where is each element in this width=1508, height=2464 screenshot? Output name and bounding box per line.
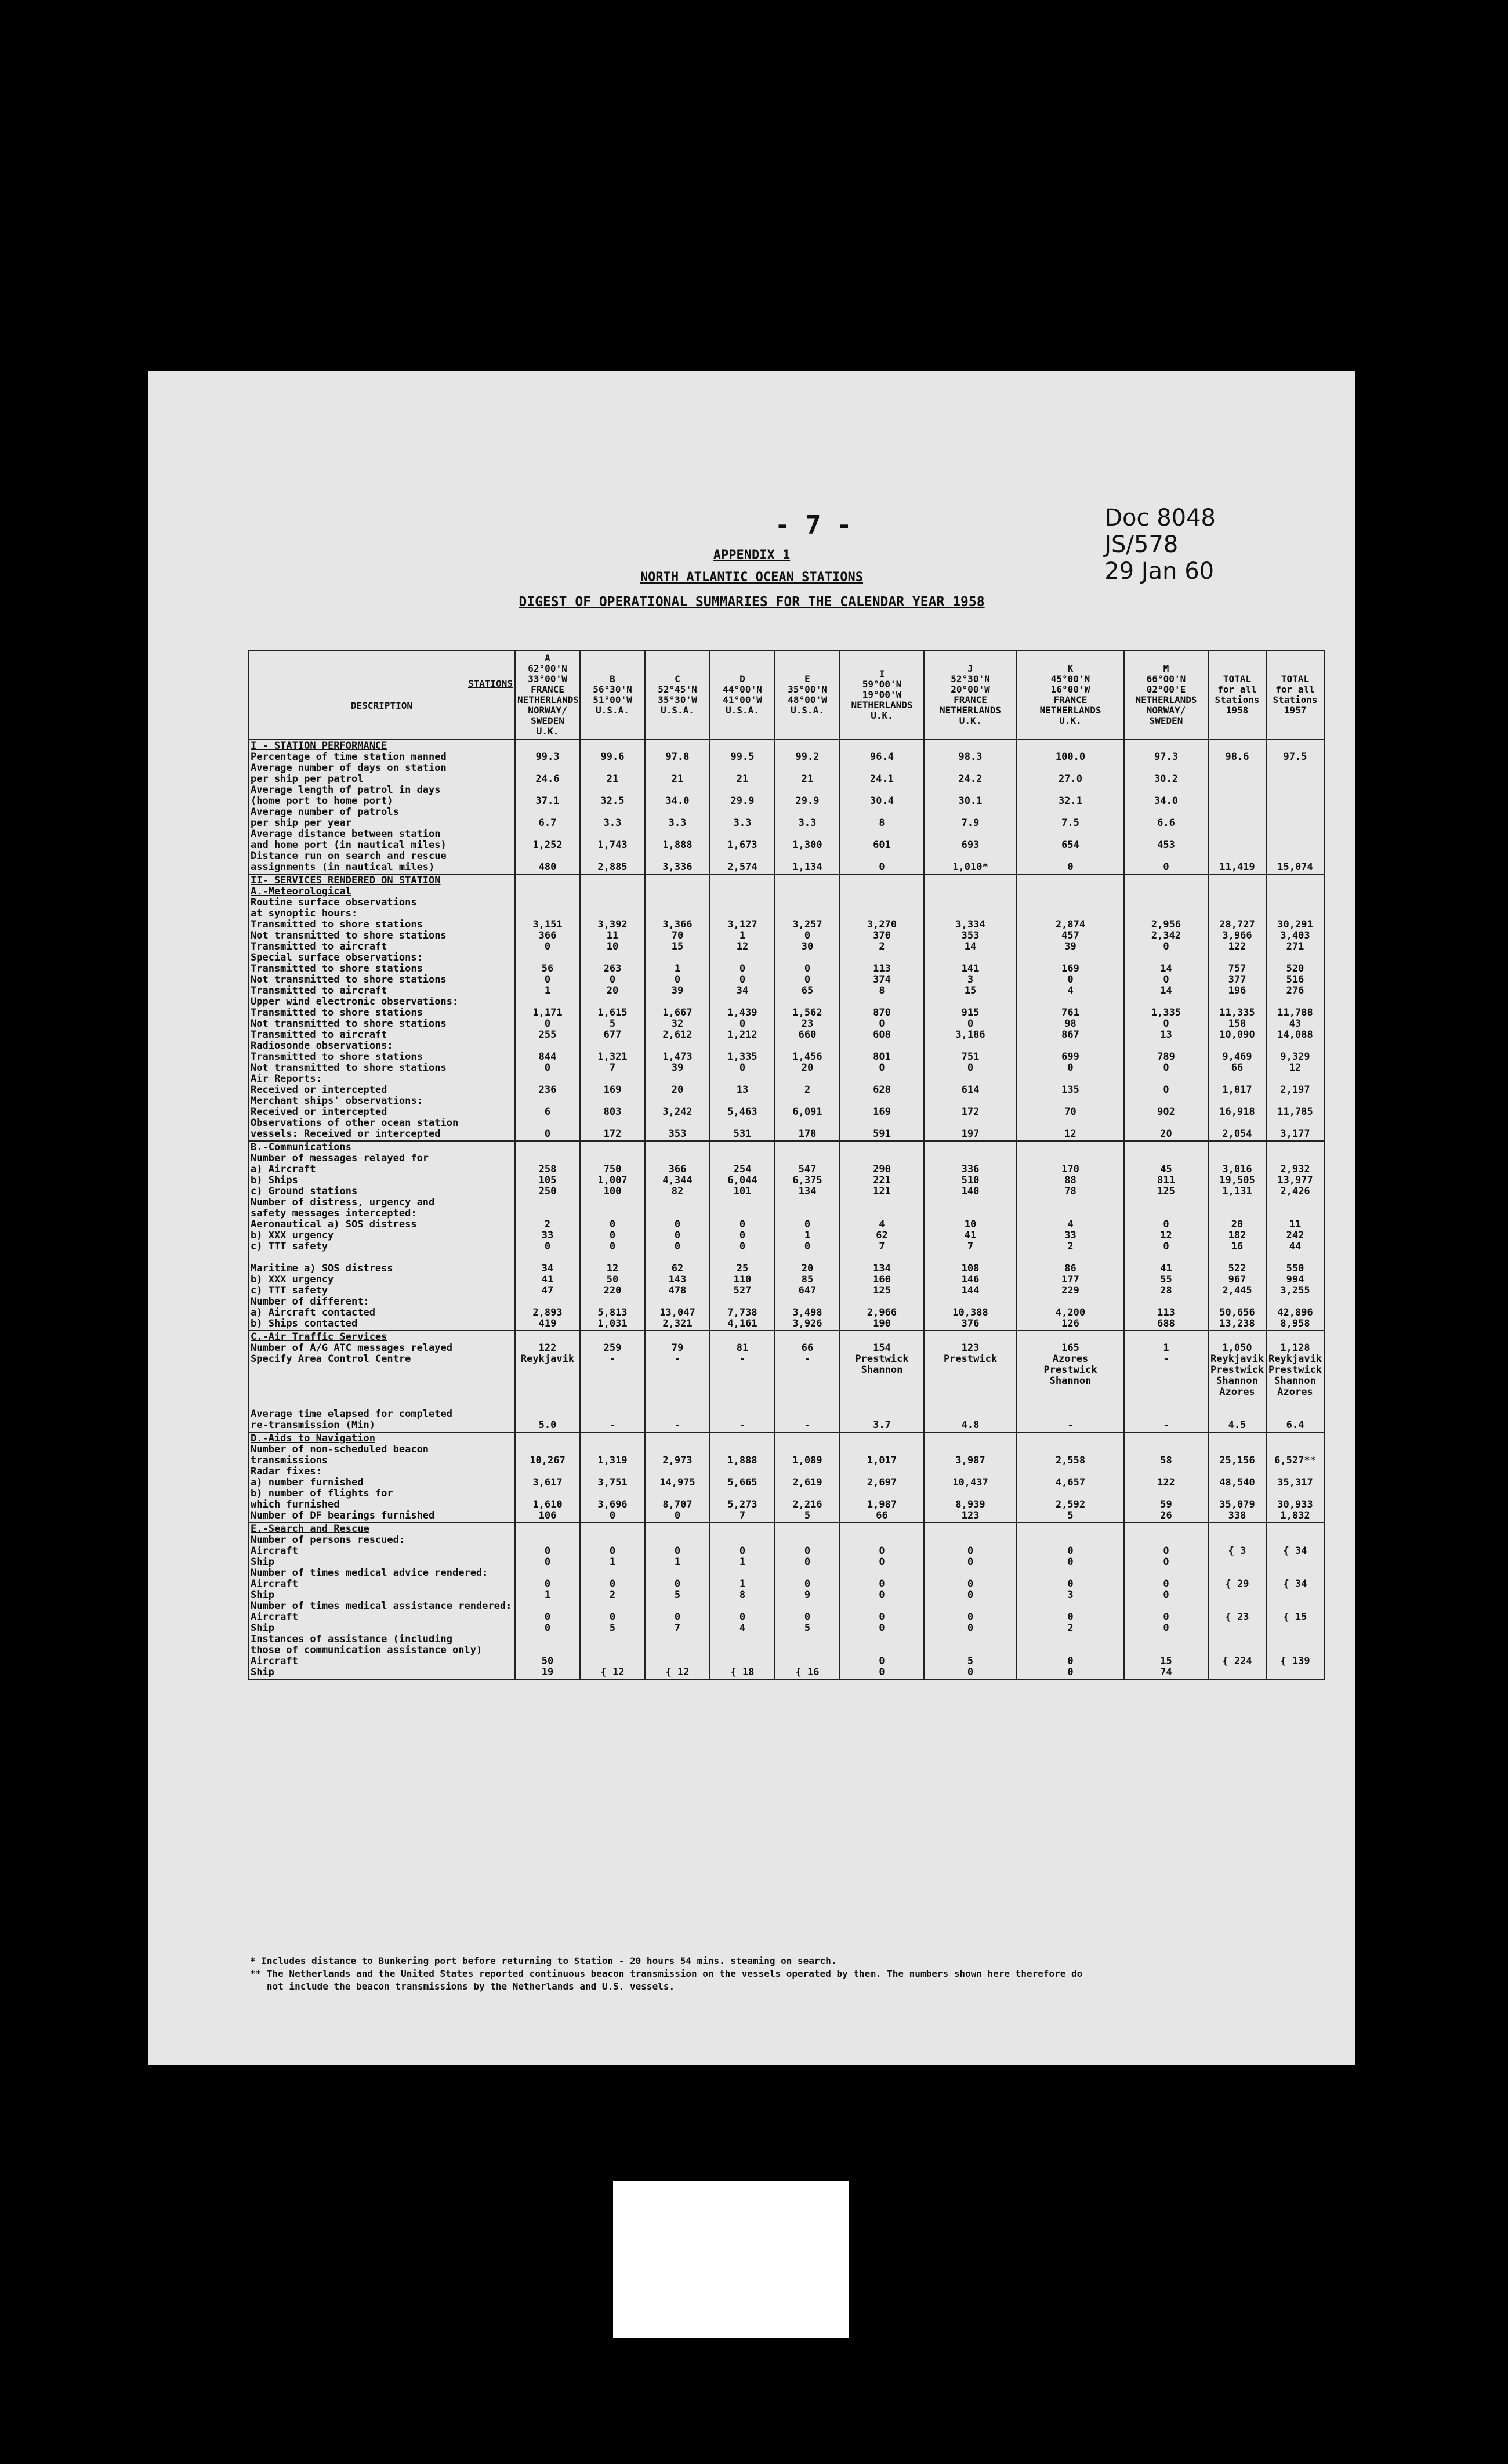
row-labels: Number of persons rescued: Aircraft Ship Number of times medical advice rendered: Aircraft Ship Number of times medical assistance rendered: Aircraft Ship Instances of assistance (including those of communication assistance only) Aircraft Ship (251, 1534, 512, 1678)
section-description (248, 740, 515, 874)
row-labels: Number of A/G ATC messages relayed Specify Area Control Centre Average time elapsed for completed re-transmission (Min) (251, 1342, 452, 1431)
cell-values: 123 Prestwick 4.8 (943, 1342, 998, 1431)
data-cell (645, 1432, 710, 1523)
doc-number: Doc 8048 (1104, 505, 1216, 531)
data-cell (580, 1523, 645, 1679)
cell-values: 2,932 13,977 2,426 11 242 44 550 994 3,255 42,896 8,958 (1277, 1164, 1313, 1329)
cell-values: 0 0 0 9 0 5 { 16 (795, 1545, 820, 1678)
data-cell (1208, 1523, 1266, 1679)
section-heading: D.-Aids to Navigation (251, 1433, 375, 1444)
station-header: B 56°30'N 51°00'W U.S.A. (580, 650, 645, 740)
station-header: A 62°00'N 33°00'W FRANCE NETHERLANDS NORWAY/ SWEDEN U.K. (515, 650, 580, 740)
cell-values: 2,874 457 39 169 0 4 761 98 867 699 0 135 70 12 (1055, 919, 1086, 1140)
data-cell (645, 874, 710, 1141)
data-cell (710, 1523, 775, 1679)
data-cell (580, 740, 645, 874)
document-page (148, 371, 1355, 2065)
cell-values: 1,050 Reykjavik Prestwick Shannon Azores 4.5 (1210, 1342, 1264, 1431)
cell-values: 547 6,375 134 0 1 0 20 85 647 3,498 3,926 (792, 1164, 822, 1329)
section-heading: C.-Air Traffic Services (251, 1331, 387, 1343)
cell-values: 96.4 24.1 30.4 8 601 0 (870, 751, 894, 873)
section-heading: B.-Communications (251, 1142, 351, 1153)
cell-values: 336 510 140 10 41 7 108 146 144 10,388 376 (952, 1164, 988, 1329)
data-cell (710, 1331, 775, 1432)
data-cell (840, 740, 924, 874)
cell-values: 165 Azores Prestwick Shannon - (1043, 1342, 1097, 1431)
data-cell (580, 1141, 645, 1331)
cell-values: 0 1 0 5 0 7 { 12 (665, 1545, 690, 1678)
cell-values: 2,956 2,342 0 14 0 14 1,335 0 13 789 0 0 902 20 (1151, 919, 1181, 1140)
data-cell (645, 1523, 710, 1679)
station-header: I 59°00'N 19°00'W NETHERLANDS U.K. (840, 650, 924, 740)
cell-values: 0 0 0 0 0 0 0 0 (879, 1545, 885, 1678)
station-header: K 45°00'N 16°00'W FRANCE NETHERLANDS U.K. (1017, 650, 1124, 740)
appendix-heading: APPENDIX 1 (713, 548, 791, 563)
data-cell (1266, 1331, 1324, 1432)
data-cell (840, 1141, 924, 1331)
data-cell (924, 1432, 1017, 1523)
cell-values: { 34 { 34 { 15 { 139 (1280, 1545, 1310, 1667)
data-cell (1266, 1141, 1324, 1331)
data-cell (1017, 1432, 1124, 1523)
data-cell (515, 740, 580, 874)
cell-values: 0 0 0 0 0 0 15 74 (1160, 1545, 1172, 1678)
cell-values: 1,089 2,619 2,216 5 (792, 1455, 822, 1521)
section-description (248, 1331, 515, 1432)
cell-values: 1,128 Reykjavik Prestwick Shannon Azores 6.4 (1268, 1342, 1322, 1431)
section-description (248, 1141, 515, 1331)
cell-values: 154 Prestwick Shannon 3.7 (855, 1342, 909, 1431)
cell-values: 25,156 48,540 35,079 338 (1219, 1455, 1255, 1521)
data-cell (775, 874, 840, 1141)
film-target-box (613, 2181, 849, 2338)
cell-values: 3,987 10,437 8,939 123 (952, 1455, 988, 1521)
footnote: * Includes distance to Bunkering port before returning to Station - 20 hours 54 mins. steaming on search. (250, 1955, 837, 1966)
section-description (248, 874, 515, 1141)
data-cell (1017, 740, 1124, 874)
cell-values: 79 - - (671, 1342, 684, 1431)
section-row (248, 1331, 1324, 1432)
data-cell (775, 1432, 840, 1523)
cell-values: 98.3 24.2 30.1 7.9 693 1,010* (952, 751, 988, 873)
cell-values: 58 122 59 26 (1157, 1455, 1175, 1521)
cell-values: 366 4,344 82 0 0 0 62 143 478 13,047 2,321 (659, 1164, 695, 1329)
data-cell (1208, 874, 1266, 1141)
data-cell (515, 1523, 580, 1679)
data-cell (1266, 1432, 1324, 1523)
section-heading: I - STATION PERFORMANCE (251, 740, 387, 752)
station-header: E 35°00'N 48°00'W U.S.A. (775, 650, 840, 740)
cell-values: 30,291 3,403 271 520 516 276 11,788 43 14,088 9,329 12 2,197 11,785 3,177 (1277, 919, 1313, 1140)
data-cell (515, 1331, 580, 1432)
stations-label: STATIONS (467, 678, 513, 689)
cell-values: 3,334 353 14 141 3 15 915 0 3,186 751 0 614 172 197 (955, 919, 985, 1140)
data-cell (1124, 1331, 1208, 1432)
data-cell (515, 1432, 580, 1523)
data-cell (1124, 874, 1208, 1141)
cell-values: 99.3 24.6 37.1 6.7 1,252 480 (532, 751, 563, 873)
cell-values: 1,017 2,697 1,987 66 (867, 1455, 897, 1521)
row-labels: Number of messages relayed for a) Aircraft b) Ships c) Ground stations Number of distress, urgency and safety messages intercepted: Aeronautical a) SOS distress b) XXX urgency c) TTT safety Maritime a) SOS distress b) XXX urgency c) TTT safety Number of different: a) Aircraft contacted b) Ships contacted (251, 1153, 435, 1329)
cell-values: 98.6 11,419 (1219, 751, 1255, 873)
cell-values: 750 1,007 100 0 0 0 12 50 220 5,813 1,031 (597, 1164, 628, 1329)
data-cell (840, 874, 924, 1141)
data-cell (840, 1432, 924, 1523)
doc-series: JS/578 (1104, 531, 1179, 558)
cell-values: 99.2 21 29.9 3.3 1,300 1,134 (792, 751, 822, 873)
data-cell (775, 1141, 840, 1331)
cell-values: 0 0 0 1 0 0 50 19 (541, 1545, 554, 1678)
data-cell (1208, 740, 1266, 874)
cell-values: 254 6,044 101 0 0 0 25 110 527 7,738 4,161 (727, 1164, 757, 1329)
cell-values: 3,257 0 30 0 0 65 1,562 23 660 1,456 20 2 6,091 178 (792, 919, 822, 1140)
cell-values: 3,151 366 0 56 0 1 1,171 0 255 844 0 236 6 0 (532, 919, 563, 1140)
cell-values: 28,727 3,966 122 757 377 196 11,335 158 10,090 9,469 66 1,817 16,918 2,054 (1219, 919, 1255, 1140)
cell-values: 100.0 27.0 32.1 7.5 654 0 (1055, 751, 1086, 873)
cell-values: 3,127 1 12 0 0 34 1,439 0 1,212 1,335 0 13 5,463 531 (727, 919, 757, 1140)
section-row (248, 1141, 1324, 1331)
data-cell (840, 1331, 924, 1432)
description-header (248, 650, 515, 740)
data-cell (1124, 1141, 1208, 1331)
data-cell (1017, 1141, 1124, 1331)
cell-values: 6,527** 35,317 30,933 1,832 (1274, 1455, 1316, 1521)
section-subheading: A.-Meteorological (251, 886, 351, 897)
cell-values: 99.5 21 29.9 3.3 1,673 2,574 (727, 751, 757, 873)
data-cell (1124, 1523, 1208, 1679)
cell-values: 259 - - (603, 1342, 622, 1431)
cell-values: 97.8 21 34.0 3.3 1,888 3,336 (662, 751, 693, 873)
data-cell (645, 1331, 710, 1432)
cell-values: 3,392 11 10 263 0 20 1,615 5 677 1,321 7 169 803 172 (597, 919, 628, 1140)
data-cell (1017, 874, 1124, 1141)
section-description (248, 1523, 515, 1679)
section-row (248, 1432, 1324, 1523)
cell-values: 3,016 19,505 1,131 20 182 16 522 967 2,445 50,656 13,238 (1219, 1164, 1255, 1329)
section-row (248, 1523, 1324, 1679)
data-cell (645, 1141, 710, 1331)
data-cell (924, 1523, 1017, 1679)
cell-values: 97.5 15,074 (1277, 751, 1313, 873)
data-cell (710, 874, 775, 1141)
data-cell (1208, 1331, 1266, 1432)
description-label: DESCRIPTION (351, 700, 412, 711)
document-title: NORTH ATLANTIC OCEAN STATIONS (640, 570, 864, 585)
cell-values: 99.6 21 32.5 3.3 1,743 2,885 (597, 751, 628, 873)
data-cell (515, 1141, 580, 1331)
cell-values: 81 - - (736, 1342, 749, 1431)
data-cell (775, 1523, 840, 1679)
row-labels: Percentage of time station manned Average number of days on station per ship per patrol Average length of patrol in days (home port to home port) Average number of patrols per ship per year Average distance between station and home port (in nautical miles) Distance run on search and rescue assignments (in nautical miles) (251, 751, 447, 873)
data-cell (1124, 1432, 1208, 1523)
cell-values: 0 0 0 3 0 2 0 0 (1067, 1545, 1074, 1678)
cell-values: 2,558 4,657 2,592 5 (1055, 1455, 1086, 1521)
station-header: M 66°00'N 02°00'E NETHERLANDS NORWAY/ SWEDEN (1124, 650, 1208, 740)
station-header: D 44°00'N 41°00'W U.S.A. (710, 650, 775, 740)
station-header: C 52°45'N 35°30'W U.S.A. (645, 650, 710, 740)
data-cell (1208, 1432, 1266, 1523)
data-cell (1208, 1141, 1266, 1331)
section-description (248, 1432, 515, 1523)
cell-values: 10,267 3,617 1,610 106 (530, 1455, 566, 1521)
data-cell (1266, 1523, 1324, 1679)
data-cell (580, 1331, 645, 1432)
data-cell (580, 874, 645, 1141)
cell-values: 97.3 30.2 34.0 6.6 453 0 (1154, 751, 1178, 873)
data-cell (710, 740, 775, 874)
section-heading: II- SERVICES RENDERED ON STATION (251, 875, 441, 886)
data-cell (580, 1432, 645, 1523)
cell-values: { 3 { 29 { 23 { 224 (1222, 1545, 1252, 1667)
cell-values: 1,319 3,751 3,696 0 (597, 1455, 628, 1521)
section-row (248, 874, 1324, 1141)
data-cell (645, 740, 710, 874)
section-row (248, 740, 1324, 874)
cell-values: 0 1 1 8 0 4 { 18 (730, 1545, 755, 1678)
cell-values: 3,270 370 2 113 374 8 870 0 608 801 0 628 169 591 (867, 919, 897, 1140)
data-cell (924, 1141, 1017, 1331)
cell-values: 290 221 121 4 62 7 134 160 125 2,966 190 (867, 1164, 897, 1329)
data-cell (710, 1141, 775, 1331)
data-cell (710, 1432, 775, 1523)
cell-values: 45 811 125 0 12 0 41 55 28 113 688 (1157, 1164, 1175, 1329)
section-heading: E.-Search and Rescue (251, 1523, 369, 1535)
doc-date: 29 Jan 60 (1104, 558, 1215, 585)
cell-values: 2,973 14,975 8,707 0 (659, 1455, 695, 1521)
data-cell (924, 874, 1017, 1141)
cell-values: 1 - - (1163, 1342, 1169, 1431)
page-number: - 7 - (775, 510, 852, 540)
data-cell (1266, 874, 1324, 1141)
cell-values: 0 1 0 2 0 5 { 12 (600, 1545, 625, 1678)
footnote: ** The Netherlands and the United States reported continuous beacon transmission on the vessels operated by them. The numbers shown here therefore do (250, 1968, 1083, 1979)
cell-values: 66 - - (801, 1342, 814, 1431)
cell-values: 1,888 5,665 5,273 7 (727, 1455, 757, 1521)
cell-values: 170 88 78 4 33 2 86 177 229 4,200 126 (1055, 1164, 1086, 1329)
digest-table (248, 650, 1325, 1680)
data-cell (515, 874, 580, 1141)
total-1957-header: TOTAL for all Stations 1957 (1266, 650, 1324, 740)
total-1958-header: TOTAL for all Stations 1958 (1208, 650, 1266, 740)
data-cell (924, 740, 1017, 874)
cell-values: 0 0 0 0 0 0 5 0 (967, 1545, 974, 1678)
data-cell (775, 740, 840, 874)
data-cell (1124, 740, 1208, 874)
cell-values: 122 Reykjavik 5.0 (520, 1342, 575, 1431)
footnote: not include the beacon transmissions by the Netherlands and U.S. vessels. (250, 1981, 675, 1992)
data-cell (924, 1331, 1017, 1432)
data-cell (840, 1523, 924, 1679)
data-cell (1017, 1523, 1124, 1679)
cell-values: 258 105 250 2 33 0 34 41 47 2,893 419 (532, 1164, 563, 1329)
cell-values: 3,366 70 15 1 0 39 1,667 32 2,612 1,473 39 20 3,242 353 (662, 919, 693, 1140)
row-labels: Number of non-scheduled beacon transmissions Radar fixes: a) number furnished b) number of flights for which furnished Number of DF bearings furnished (251, 1444, 435, 1521)
data-cell (775, 1331, 840, 1432)
row-labels: Routine surface observations at synoptic hours: Transmitted to shore stations Not transmitted to shore stations Transmitted to aircraft Special surface observations: Transmitted to shore stations Not transmitted to shore stations Transmitted to aircraft Upper wind electronic observations: Transmitted to shore stations Not transmitted to shore stations Transmitted to aircraft Radiosonde observations: Transmitted to shore stations Not transmitted to shore stations Air Reports: Received or intercepted Merchant ships' observations: Received or intercepted Observations of other ocean station vessels: Received or intercepted (251, 897, 459, 1140)
table-header-row (248, 650, 1324, 740)
data-cell (1017, 1331, 1124, 1432)
data-cell (1266, 740, 1324, 874)
document-subtitle: DIGEST OF OPERATIONAL SUMMARIES FOR THE CALENDAR YEAR 1958 (519, 595, 985, 610)
station-header: J 52°30'N 20°00'W FRANCE NETHERLANDS U.K. (924, 650, 1017, 740)
